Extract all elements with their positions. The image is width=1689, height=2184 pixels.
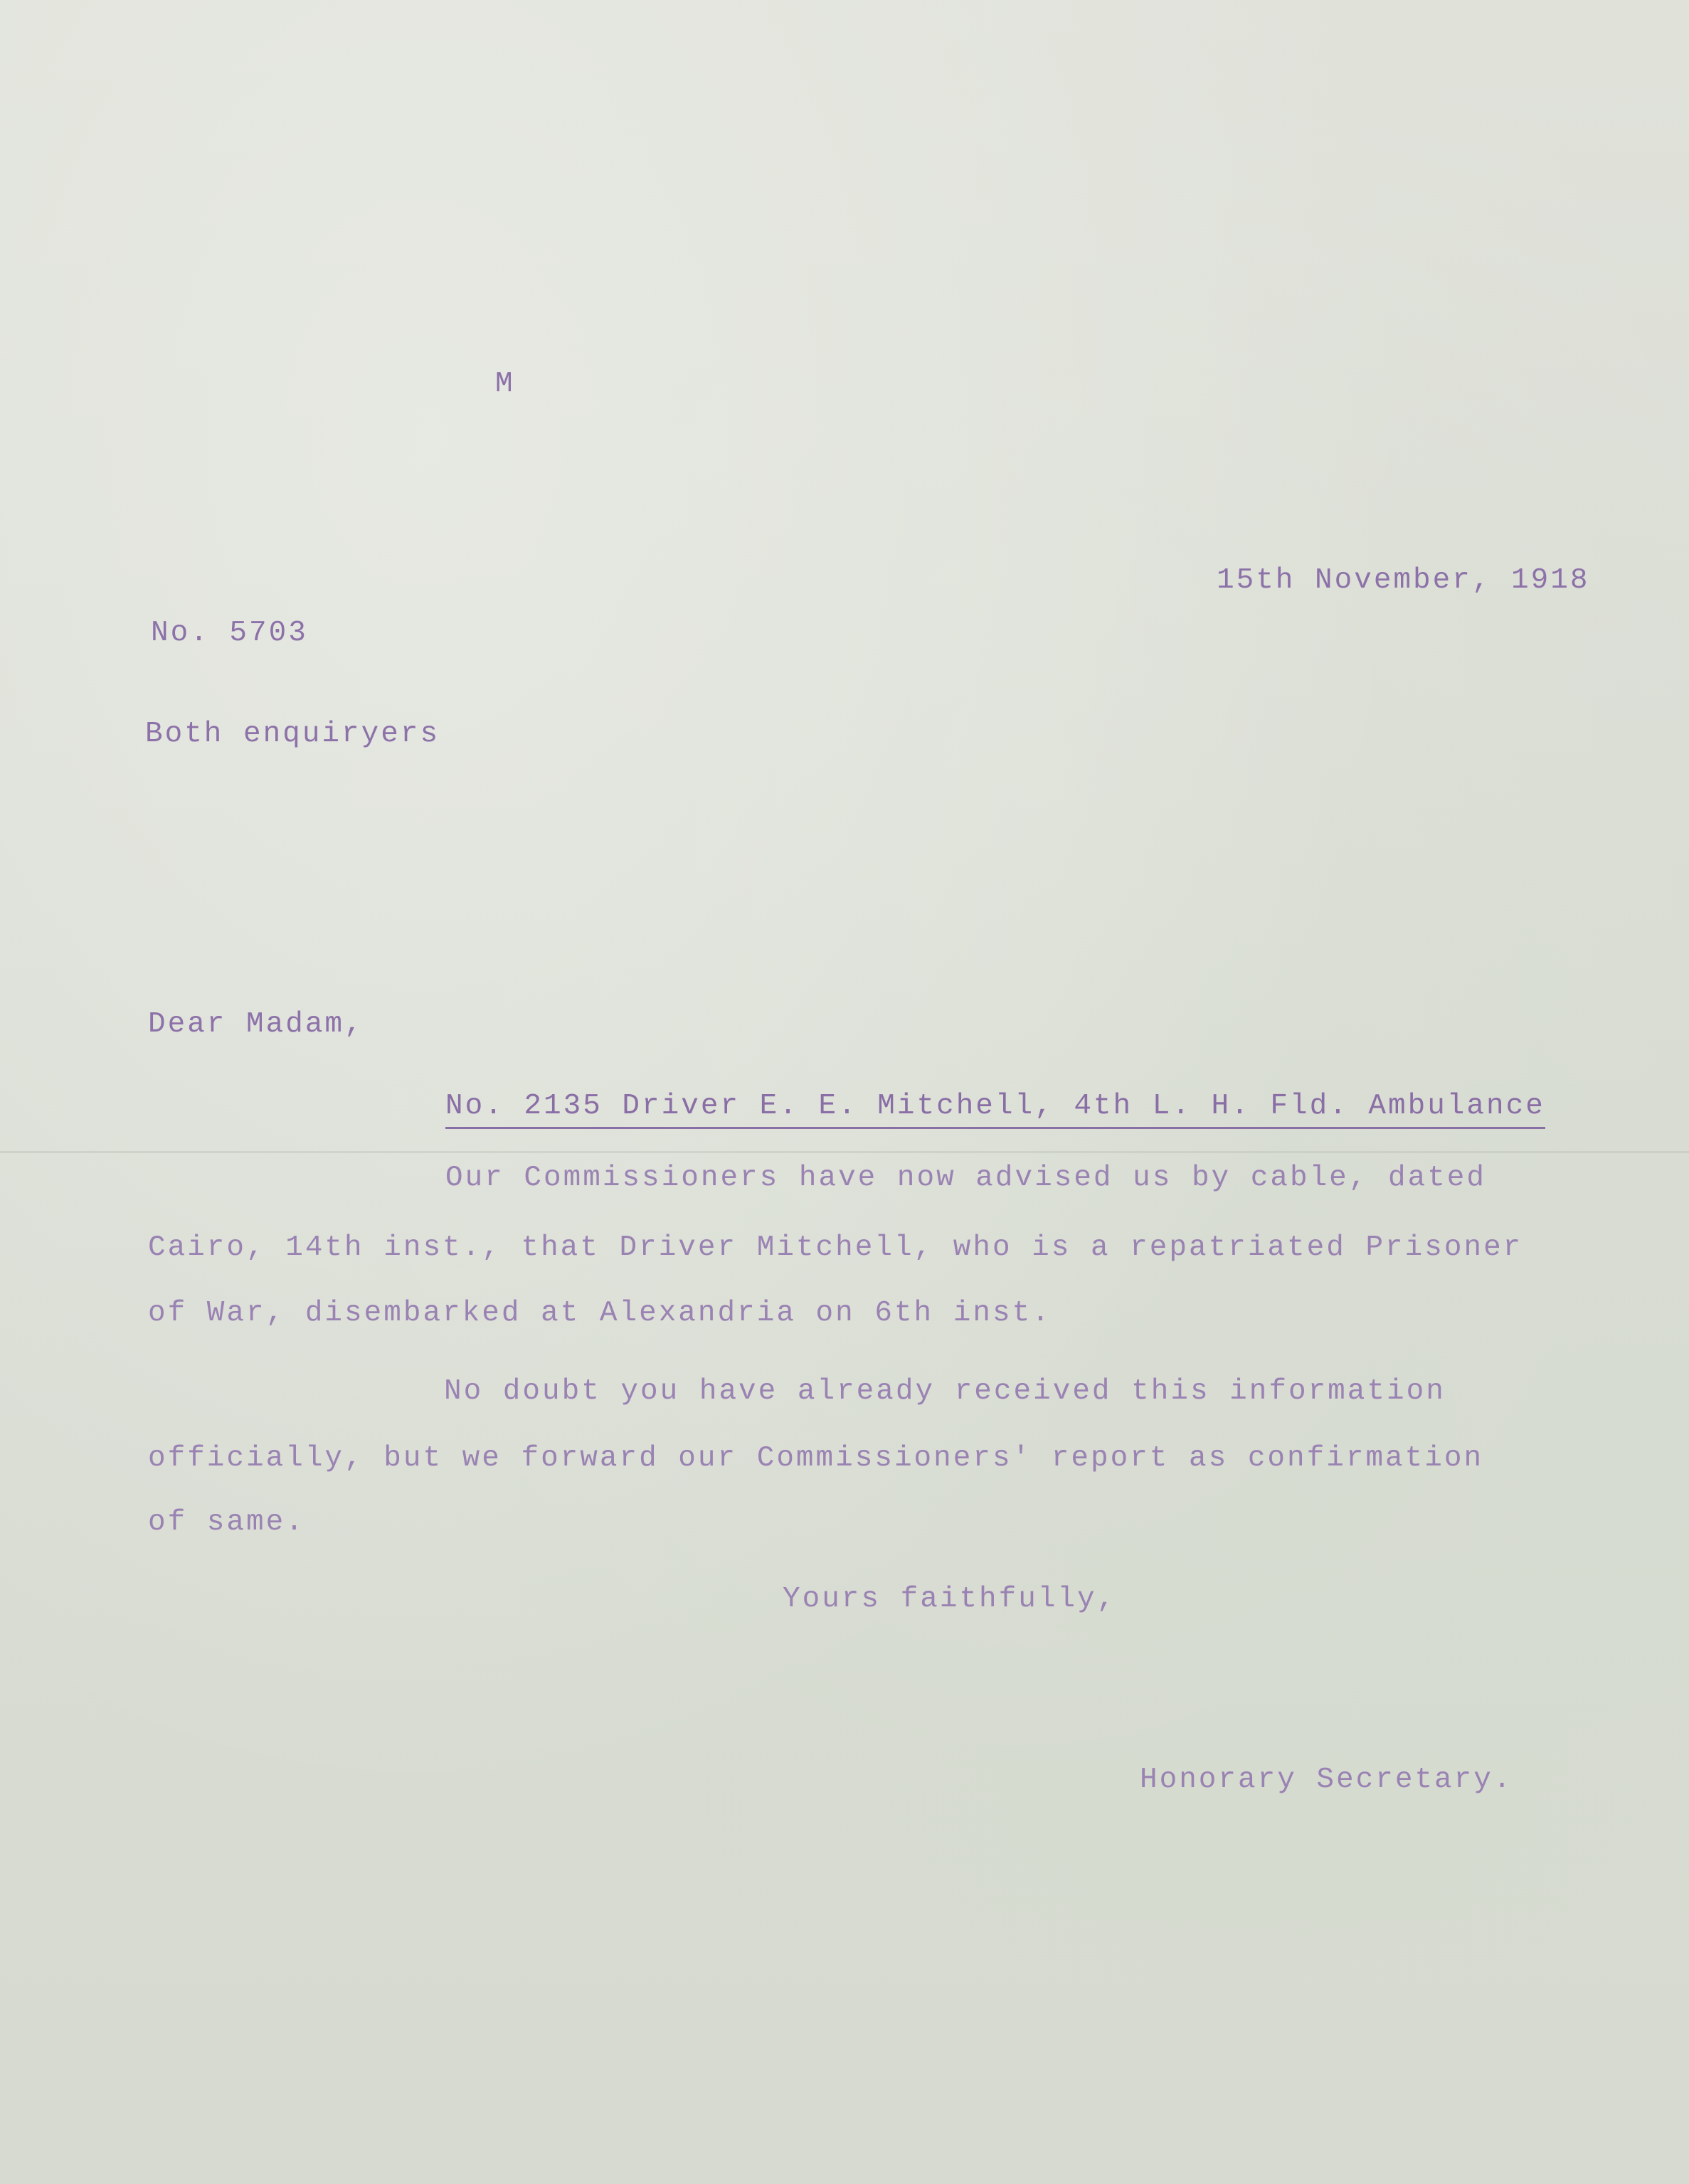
body-line-3: of War, disembarked at Alexandria on 6th inst. — [148, 1297, 1052, 1330]
body-line-1: Our Commissioners have now advised us by cable, dated — [445, 1162, 1487, 1194]
letter-date: 15th November, 1918 — [1217, 564, 1590, 597]
paper-fold-line — [0, 1151, 1689, 1153]
reference-number: No. 5703 — [151, 617, 308, 650]
closing: Yours faithfully, — [783, 1583, 1117, 1616]
salutation: Dear Madam, — [148, 1008, 364, 1041]
subject-line: No. 2135 Driver E. E. Mitchell, 4th L. H. Fld. Ambulance — [445, 1090, 1545, 1129]
body-line-2: Cairo, 14th inst., that Driver Mitchell, who is a repatriated Prisoner — [148, 1231, 1523, 1264]
letter-mark: M — [495, 368, 515, 401]
body-line-5: officially, but we forward our Commissioners' report as confirmation — [148, 1442, 1484, 1475]
recipient-line: Both enquiryers — [145, 718, 440, 751]
body-line-6: of same. — [148, 1506, 305, 1539]
body-line-4: No doubt you have already received this information — [444, 1375, 1446, 1408]
signature-title: Honorary Secretary. — [1140, 1764, 1513, 1796]
